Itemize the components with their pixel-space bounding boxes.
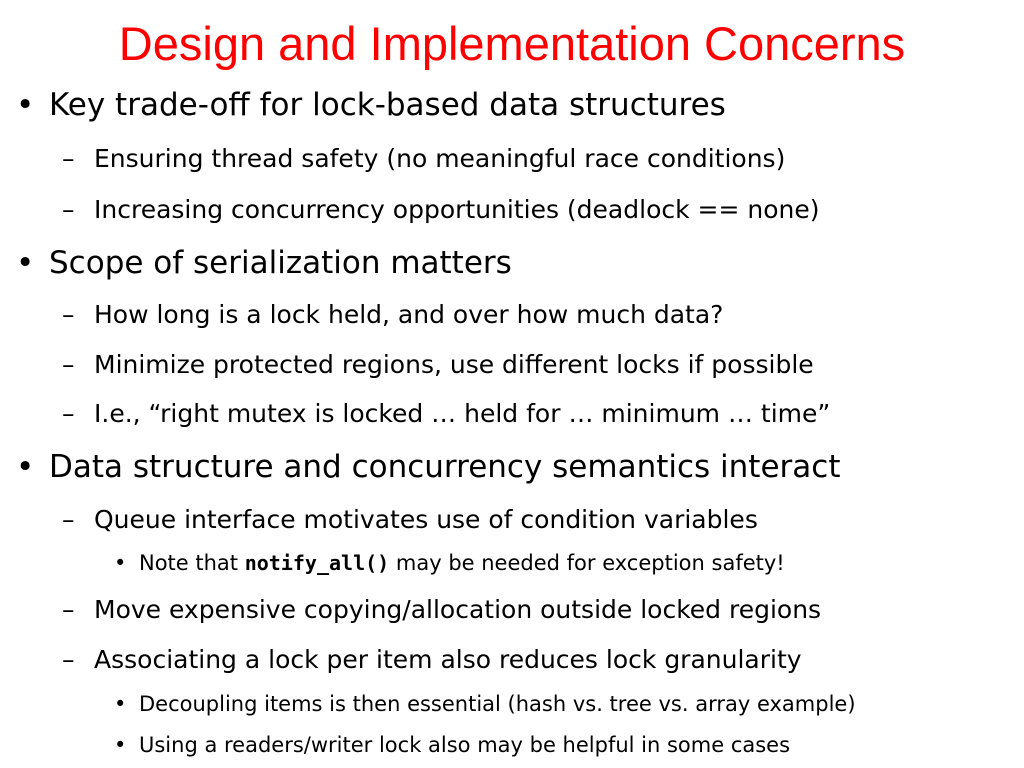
bullet-marker: • [16, 87, 35, 123]
sub-bullet-text: Increasing concurrency opportunities (deadlock == none) [94, 195, 820, 224]
bullet-marker: • [16, 245, 35, 281]
note-suffix: may be needed for exception safety! [389, 551, 785, 575]
sub-sub-bullet-text: Decoupling items is then essential (hash vs. tree vs. array example) [139, 692, 856, 716]
sub-bullet-text: Move expensive copying/allocation outside locked regions [94, 595, 822, 624]
dash-marker: – [62, 595, 75, 624]
sub-bullet-text: Queue interface motivates use of condition variables [94, 505, 758, 534]
dash-marker: – [62, 399, 75, 428]
dash-marker: – [62, 505, 75, 534]
sub-sub-bullet-marker: • [114, 692, 127, 716]
sub-sub-bullet-text [139, 549, 785, 577]
bullet-marker: • [16, 449, 35, 485]
dash-marker: – [62, 195, 75, 224]
sub-sub-bullet-text: Using a readers/writer lock also may be helpful in some cases [139, 733, 791, 757]
sub-sub-bullet-marker: • [114, 551, 127, 575]
code-notify-all: notify_all() [244, 551, 390, 575]
sub-bullet-text: I.e., “right mutex is locked … held for … minimum … time” [94, 399, 831, 428]
sub-bullet-text: Ensuring thread safety (no meaningful race conditions) [94, 144, 786, 173]
sub-bullet-text: How long is a lock held, and over how much data? [94, 300, 724, 329]
dash-marker: – [62, 350, 75, 379]
bullet-text: Data structure and concurrency semantics interact [49, 449, 841, 485]
note-prefix: Note that [139, 551, 245, 575]
sub-sub-bullet-marker: • [114, 733, 127, 757]
dash-marker: – [62, 645, 75, 674]
bullet-text: Scope of serialization matters [49, 245, 512, 281]
dash-marker: – [62, 300, 75, 329]
sub-bullet-text: Associating a lock per item also reduces lock granularity [94, 645, 802, 674]
bullet-text: Key trade-off for lock-based data structures [49, 87, 726, 123]
slide-title: Design and Implementation Concerns [118, 17, 906, 70]
dash-marker: – [62, 144, 75, 173]
sub-bullet-text: Minimize protected regions, use different locks if possible [94, 350, 814, 379]
